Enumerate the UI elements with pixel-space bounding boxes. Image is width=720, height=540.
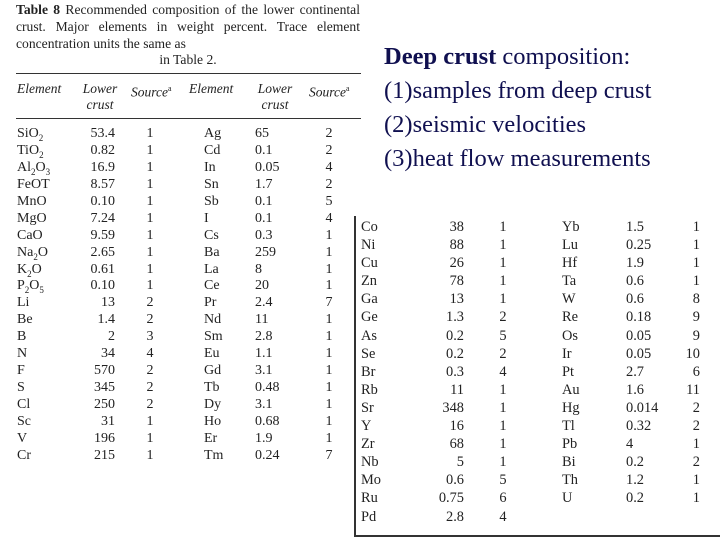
table-cell-source-1: 2: [325, 142, 333, 158]
table-cell-source-18: 1: [325, 430, 333, 446]
table-cell-source-19: 1: [146, 447, 154, 463]
table-cell-value-13: 34: [101, 346, 115, 362]
table-cell-value-10: 0.014: [626, 399, 659, 416]
table-cell-element-18: V: [17, 430, 28, 446]
table-cell-value-8: 0.3: [446, 363, 464, 380]
table-cell-element-12: Sm: [204, 329, 223, 345]
table-cell-value-16: 250: [94, 397, 115, 412]
table-cell-element-4: Ga: [361, 291, 378, 308]
table-cell-element-7: $Na_2O$: [17, 244, 48, 262]
table-cell-element-6: As: [361, 327, 377, 344]
table-cell-value-0: 38: [449, 219, 464, 235]
table-cell-element-9: Ce: [204, 278, 220, 294]
table-cell-value-4: 0.10: [90, 193, 115, 209]
table-cell-element-8: $K_2O$: [17, 261, 42, 279]
table-cell-element-11: Nd: [204, 312, 222, 328]
table-cell-element-7: Se: [361, 345, 376, 362]
table-cell-source-5: 2: [499, 309, 507, 326]
table-cell-element-4: MnO: [17, 193, 47, 209]
table-top-rule: [16, 73, 361, 74]
table-cell-source-18: 1: [146, 430, 154, 446]
table-cell-source-3: 1: [499, 273, 507, 290]
source-column-2: [319, 126, 339, 465]
table-cell-element-10: Li: [17, 295, 30, 311]
table-cell-value-1: 0.25: [626, 237, 652, 254]
table-cell-value-16: 3.1: [255, 397, 273, 412]
table-cell-source-7: 1: [146, 244, 154, 260]
table-cell-element-2: Cu: [361, 255, 378, 272]
table-cell-source-6: 1: [325, 227, 333, 243]
value-column-2: [255, 126, 300, 465]
table-cell-source-15: 2: [146, 380, 154, 396]
table-cell-value-4: 0.1: [255, 193, 273, 209]
table-cell-element-19: Cr: [17, 447, 31, 463]
table-cell-value-9: 20: [255, 278, 269, 294]
table-cell-value-5: 0.18: [626, 309, 652, 326]
table-cell-source-3: 2: [325, 176, 333, 192]
table-cell-value-14: 3.1: [255, 363, 273, 379]
table-cell-element-3: Ta: [562, 273, 577, 290]
table-cell-value-10: 13: [101, 295, 115, 311]
element-column-1: [17, 126, 75, 465]
table-cell-source-9: 1: [146, 278, 154, 294]
table-cell-element-6: Cs: [204, 227, 219, 243]
table-cell-element-1: Cd: [204, 142, 221, 158]
table-cell-source-0: 1: [499, 219, 507, 235]
table-left-border: [354, 216, 356, 536]
table-cell-value-10: 2.4: [255, 295, 273, 311]
table-cell-value-3: 8.57: [90, 176, 115, 192]
table-cell-value-2: 0.05: [255, 159, 280, 175]
table-cell-element-7: Ba: [204, 244, 220, 260]
table-cell-source-16: 1: [325, 397, 333, 412]
table-cell-element-13: Bi: [562, 454, 576, 471]
table-cell-element-9: $P_2O_5$: [17, 278, 44, 296]
table-cell-source-5: 4: [325, 210, 333, 226]
table-cell-element-12: B: [17, 329, 27, 345]
table-cell-source-5: 9: [692, 309, 700, 326]
table-cell-value-7: 0.05: [626, 345, 652, 362]
table-cell-element-14: F: [17, 363, 25, 379]
table-cell-source-8: 4: [499, 363, 507, 380]
table-cell-source-4: 5: [325, 193, 333, 209]
table-cell-value-15: 345: [94, 380, 115, 396]
table-cell-source-6: 9: [692, 327, 700, 344]
table-cell-value-2: 16.9: [90, 159, 115, 175]
table-cell-source-17: 1: [146, 413, 154, 429]
table-cell-element-19: Tm: [204, 447, 224, 463]
table-cell-source-12: 1: [325, 329, 333, 345]
table-cell-value-8: 8: [255, 261, 262, 277]
table-cell-source-13: 2: [692, 454, 700, 471]
table-cell-source-11: 2: [692, 418, 700, 435]
table-cell-element-13: Eu: [204, 346, 220, 362]
header-lower-crust-2: Lower crust: [257, 81, 293, 112]
table-cell-source-13: 4: [146, 346, 154, 362]
table-cell-value-15: 0.2: [626, 490, 644, 507]
value-column-3: [418, 218, 464, 526]
table-cell-source-3: 1: [146, 176, 154, 192]
table-cell-element-1: Lu: [562, 237, 578, 254]
table-cell-value-1: 0.82: [90, 142, 115, 158]
source-column-3: [493, 218, 513, 526]
table-cell-value-11: 16: [449, 418, 464, 435]
table-cell-element-10: Pr: [204, 295, 217, 311]
slide-point-3: (3)heat flow measurements: [384, 145, 651, 172]
table-cell-element-14: Mo: [361, 472, 381, 489]
table-caption: [16, 2, 360, 69]
table-cell-value-5: 1.3: [446, 309, 464, 326]
table-cell-source-14: 1: [325, 363, 333, 379]
table-cell-source-11: 1: [499, 418, 507, 435]
table-cell-element-5: Re: [562, 309, 578, 326]
table-cell-value-11: 0.32: [626, 418, 652, 435]
table-cell-value-9: 11: [450, 381, 464, 398]
table-cell-source-11: 2: [146, 312, 154, 328]
table-cell-value-17: 31: [101, 413, 115, 429]
table-cell-source-15: 1: [692, 490, 700, 507]
table-cell-element-14: Gd: [204, 363, 222, 379]
table-cell-element-15: Tb: [204, 380, 220, 396]
table-header-rule: [16, 118, 361, 119]
table-cell-value-13: 0.2: [626, 454, 644, 471]
table-cell-source-13: 1: [325, 346, 333, 362]
table-cell-source-2: 1: [146, 159, 154, 175]
table-cell-value-0: 53.4: [90, 126, 115, 141]
table-cell-element-1: TiO$_2$: [17, 142, 44, 160]
table-cell-element-15: S: [17, 380, 25, 396]
table-cell-element-3: FeOT: [17, 176, 50, 192]
table-cell-element-0: SiO$_2$: [17, 126, 44, 143]
table-cell-element-11: Tl: [562, 418, 575, 435]
table-cell-value-0: 1.5: [626, 219, 644, 235]
table-cell-source-16: 2: [146, 397, 154, 412]
table-cell-source-10: 2: [692, 399, 700, 416]
table-cell-source-7: 10: [685, 345, 700, 362]
table-bottom-border: [354, 535, 720, 537]
table-cell-value-15: 0.48: [255, 380, 280, 396]
table-cell-element-0: Yb: [562, 219, 580, 235]
caption-text-1: Recommended composition of the lower: [65, 2, 295, 17]
table-cell-value-5: 0.1: [255, 210, 273, 226]
table-cell-value-4: 0.6: [626, 291, 644, 308]
table-cell-source-17: 1: [325, 413, 333, 429]
table-cell-value-15: 0.75: [438, 490, 464, 507]
caption-text-4: in Table 2.: [159, 52, 217, 68]
table-cell-value-3: 1.7: [255, 176, 273, 192]
table-cell-value-7: 2.65: [90, 244, 115, 260]
table-cell-value-16: 2.8: [446, 508, 464, 525]
table-cell-source-9: 1: [499, 381, 507, 398]
table-cell-element-16: Cl: [17, 397, 31, 412]
table-cell-value-12: 2.8: [255, 329, 273, 345]
table-cell-element-17: Sc: [17, 413, 31, 429]
table-cell-source-6: 1: [146, 227, 154, 243]
table-cell-element-7: Ir: [562, 345, 572, 362]
table-cell-element-2: $Al_2O_3$: [17, 159, 51, 177]
table-cell-source-1: 1: [499, 237, 507, 254]
table-cell-source-12: 3: [146, 329, 154, 345]
table-cell-element-8: La: [204, 261, 219, 277]
element-column-4: [562, 218, 602, 508]
table-cell-element-8: Pt: [562, 363, 575, 380]
header-lower-crust-1: Lower crust: [82, 81, 118, 112]
table-cell-element-13: N: [17, 346, 28, 362]
value-column-4: [626, 218, 676, 508]
table-cell-value-9: 0.10: [90, 278, 115, 294]
table-cell-element-5: MgO: [17, 210, 47, 226]
table-cell-source-6: 5: [499, 327, 507, 344]
table-cell-value-1: 88: [449, 237, 464, 254]
table-cell-element-3: Sn: [204, 176, 219, 192]
header-element-2: Element: [189, 81, 234, 96]
table-cell-element-6: CaO: [17, 227, 43, 243]
table-cell-source-14: 5: [499, 472, 507, 489]
table-cell-element-10: Sr: [361, 399, 374, 416]
table-cell-value-12: 2: [108, 329, 115, 345]
table-cell-value-2: 26: [449, 255, 464, 272]
table-cell-element-11: Y: [361, 418, 372, 435]
table-cell-value-1: 0.1: [255, 142, 273, 158]
table-cell-source-9: 11: [686, 381, 700, 398]
element-column-2: [204, 126, 244, 465]
table-cell-source-8: 6: [692, 363, 700, 380]
table-cell-element-4: W: [562, 291, 576, 308]
table-cell-element-12: Zr: [361, 436, 375, 453]
table-cell-source-2: 1: [499, 255, 507, 272]
table-cell-element-4: Sb: [204, 193, 219, 209]
table-cell-element-14: Th: [562, 472, 578, 489]
table-cell-element-2: In: [204, 159, 216, 175]
table-cell-element-5: Ge: [361, 309, 378, 326]
table-cell-value-3: 0.6: [626, 273, 644, 290]
table-cell-source-7: 1: [325, 244, 333, 260]
table-cell-source-4: 8: [692, 291, 700, 308]
table-cell-value-4: 13: [449, 291, 464, 308]
table-cell-element-9: Rb: [361, 381, 378, 398]
source-column-1: [140, 126, 160, 465]
table-cell-source-10: 1: [499, 399, 507, 416]
table-cell-source-10: 7: [325, 295, 333, 311]
table-cell-source-19: 7: [325, 447, 333, 463]
table-cell-value-9: 1.6: [626, 381, 644, 398]
header-element-1: Element: [17, 81, 62, 96]
table-cell-element-17: Ho: [204, 413, 222, 429]
table-cell-value-6: 0.3: [255, 227, 273, 243]
table-cell-source-1: 1: [692, 237, 700, 254]
table-cell-source-15: 6: [499, 490, 507, 507]
table-cell-source-0: 1: [146, 126, 154, 141]
table-cell-value-3: 78: [449, 273, 464, 290]
header-source-1: Source$^a$: [131, 84, 172, 100]
table-cell-value-14: 0.6: [446, 472, 464, 489]
table-cell-value-18: 196: [94, 430, 115, 446]
table-cell-source-9: 1: [325, 278, 333, 294]
table-cell-value-7: 259: [255, 244, 276, 260]
table-cell-element-15: U: [562, 490, 573, 507]
table-cell-value-5: 7.24: [90, 210, 115, 226]
table-cell-element-3: Zn: [361, 273, 377, 290]
table-cell-source-12: 1: [692, 436, 700, 453]
table-cell-source-4: 1: [146, 193, 154, 209]
table-cell-element-11: Be: [17, 312, 33, 328]
element-column-3: [361, 218, 401, 526]
slide-text: [384, 40, 720, 176]
table-cell-source-5: 1: [146, 210, 154, 226]
table-cell-value-6: 9.59: [90, 227, 115, 243]
table-cell-source-10: 2: [146, 295, 154, 311]
table-cell-value-19: 215: [94, 447, 115, 463]
table-cell-source-0: 1: [692, 219, 700, 235]
table-cell-value-6: 0.05: [626, 327, 652, 344]
table-cell-source-12: 1: [499, 436, 507, 453]
table-cell-source-8: 1: [325, 261, 333, 277]
table-cell-value-6: 0.2: [446, 327, 464, 344]
table-cell-value-13: 5: [456, 454, 464, 471]
table-cell-value-17: 0.68: [255, 413, 280, 429]
table-cell-value-7: 0.2: [446, 345, 464, 362]
table-cell-value-11: 11: [255, 312, 269, 328]
table-cell-element-9: Au: [562, 381, 580, 398]
table-cell-value-10: 348: [442, 399, 464, 416]
table-cell-element-16: Dy: [204, 397, 222, 412]
table-cell-value-12: 68: [449, 436, 464, 453]
table-cell-source-13: 1: [499, 454, 507, 471]
table-cell-source-2: 4: [325, 159, 333, 175]
header-source-2: Source$^a$: [309, 84, 350, 100]
table-cell-source-8: 1: [146, 261, 154, 277]
table-cell-element-6: Os: [562, 327, 578, 344]
table-cell-value-2: 1.9: [626, 255, 644, 272]
table-cell-element-12: Pb: [562, 436, 578, 453]
table-cell-value-14: 570: [94, 363, 115, 379]
table-cell-value-19: 0.24: [255, 447, 280, 463]
slide-point-1: (1)samples from deep crust: [384, 77, 652, 104]
table-cell-source-14: 2: [146, 363, 154, 379]
table-cell-source-4: 1: [499, 291, 507, 308]
table-cell-source-14: 1: [692, 472, 700, 489]
table-cell-element-1: Ni: [361, 237, 376, 254]
value-column-1: [70, 126, 115, 465]
table-cell-element-2: Hf: [562, 255, 578, 272]
table-cell-source-0: 2: [325, 126, 333, 141]
table-cell-source-15: 1: [325, 380, 333, 396]
table-cell-value-11: 1.4: [97, 312, 115, 328]
source-column-4: [678, 218, 700, 508]
table-cell-source-1: 1: [146, 142, 154, 158]
table-cell-element-8: Br: [361, 363, 376, 380]
table-cell-source-7: 2: [499, 345, 507, 362]
caption-text-2: continental crust. Major elements in weight percent.: [16, 2, 360, 34]
table-cell-element-15: Ru: [361, 490, 378, 507]
table-cell-element-0: Ag: [204, 126, 222, 141]
slide-point-2: (2)seismic velocities: [384, 111, 587, 138]
table-cell-element-0: Co: [361, 219, 378, 235]
table-cell-value-14: 1.2: [626, 472, 644, 489]
table-cell-element-18: Er: [204, 430, 218, 446]
table-cell-source-2: 1: [692, 255, 700, 272]
table-cell-source-11: 1: [325, 312, 333, 328]
table-cell-element-5: I: [204, 210, 209, 226]
table-cell-value-8: 2.7: [626, 363, 644, 380]
table-cell-element-16: Pd: [361, 508, 377, 525]
slide-heading: Deep crust composition:: [384, 43, 631, 70]
table-cell-value-0: 65: [255, 126, 269, 141]
table-cell-source-16: 4: [499, 508, 507, 525]
table-label: Table 8: [16, 2, 61, 17]
table-cell-element-13: Nb: [361, 454, 379, 471]
table-cell-value-12: 4: [626, 436, 634, 453]
caption-text-3: Trace element concentration units the same as: [16, 18, 360, 51]
table-cell-value-13: 1.1: [255, 346, 273, 362]
table-cell-value-18: 1.9: [255, 430, 273, 446]
table-cell-element-10: Hg: [562, 399, 580, 416]
table-cell-value-8: 0.61: [90, 261, 115, 277]
table-cell-source-3: 1: [692, 273, 700, 290]
